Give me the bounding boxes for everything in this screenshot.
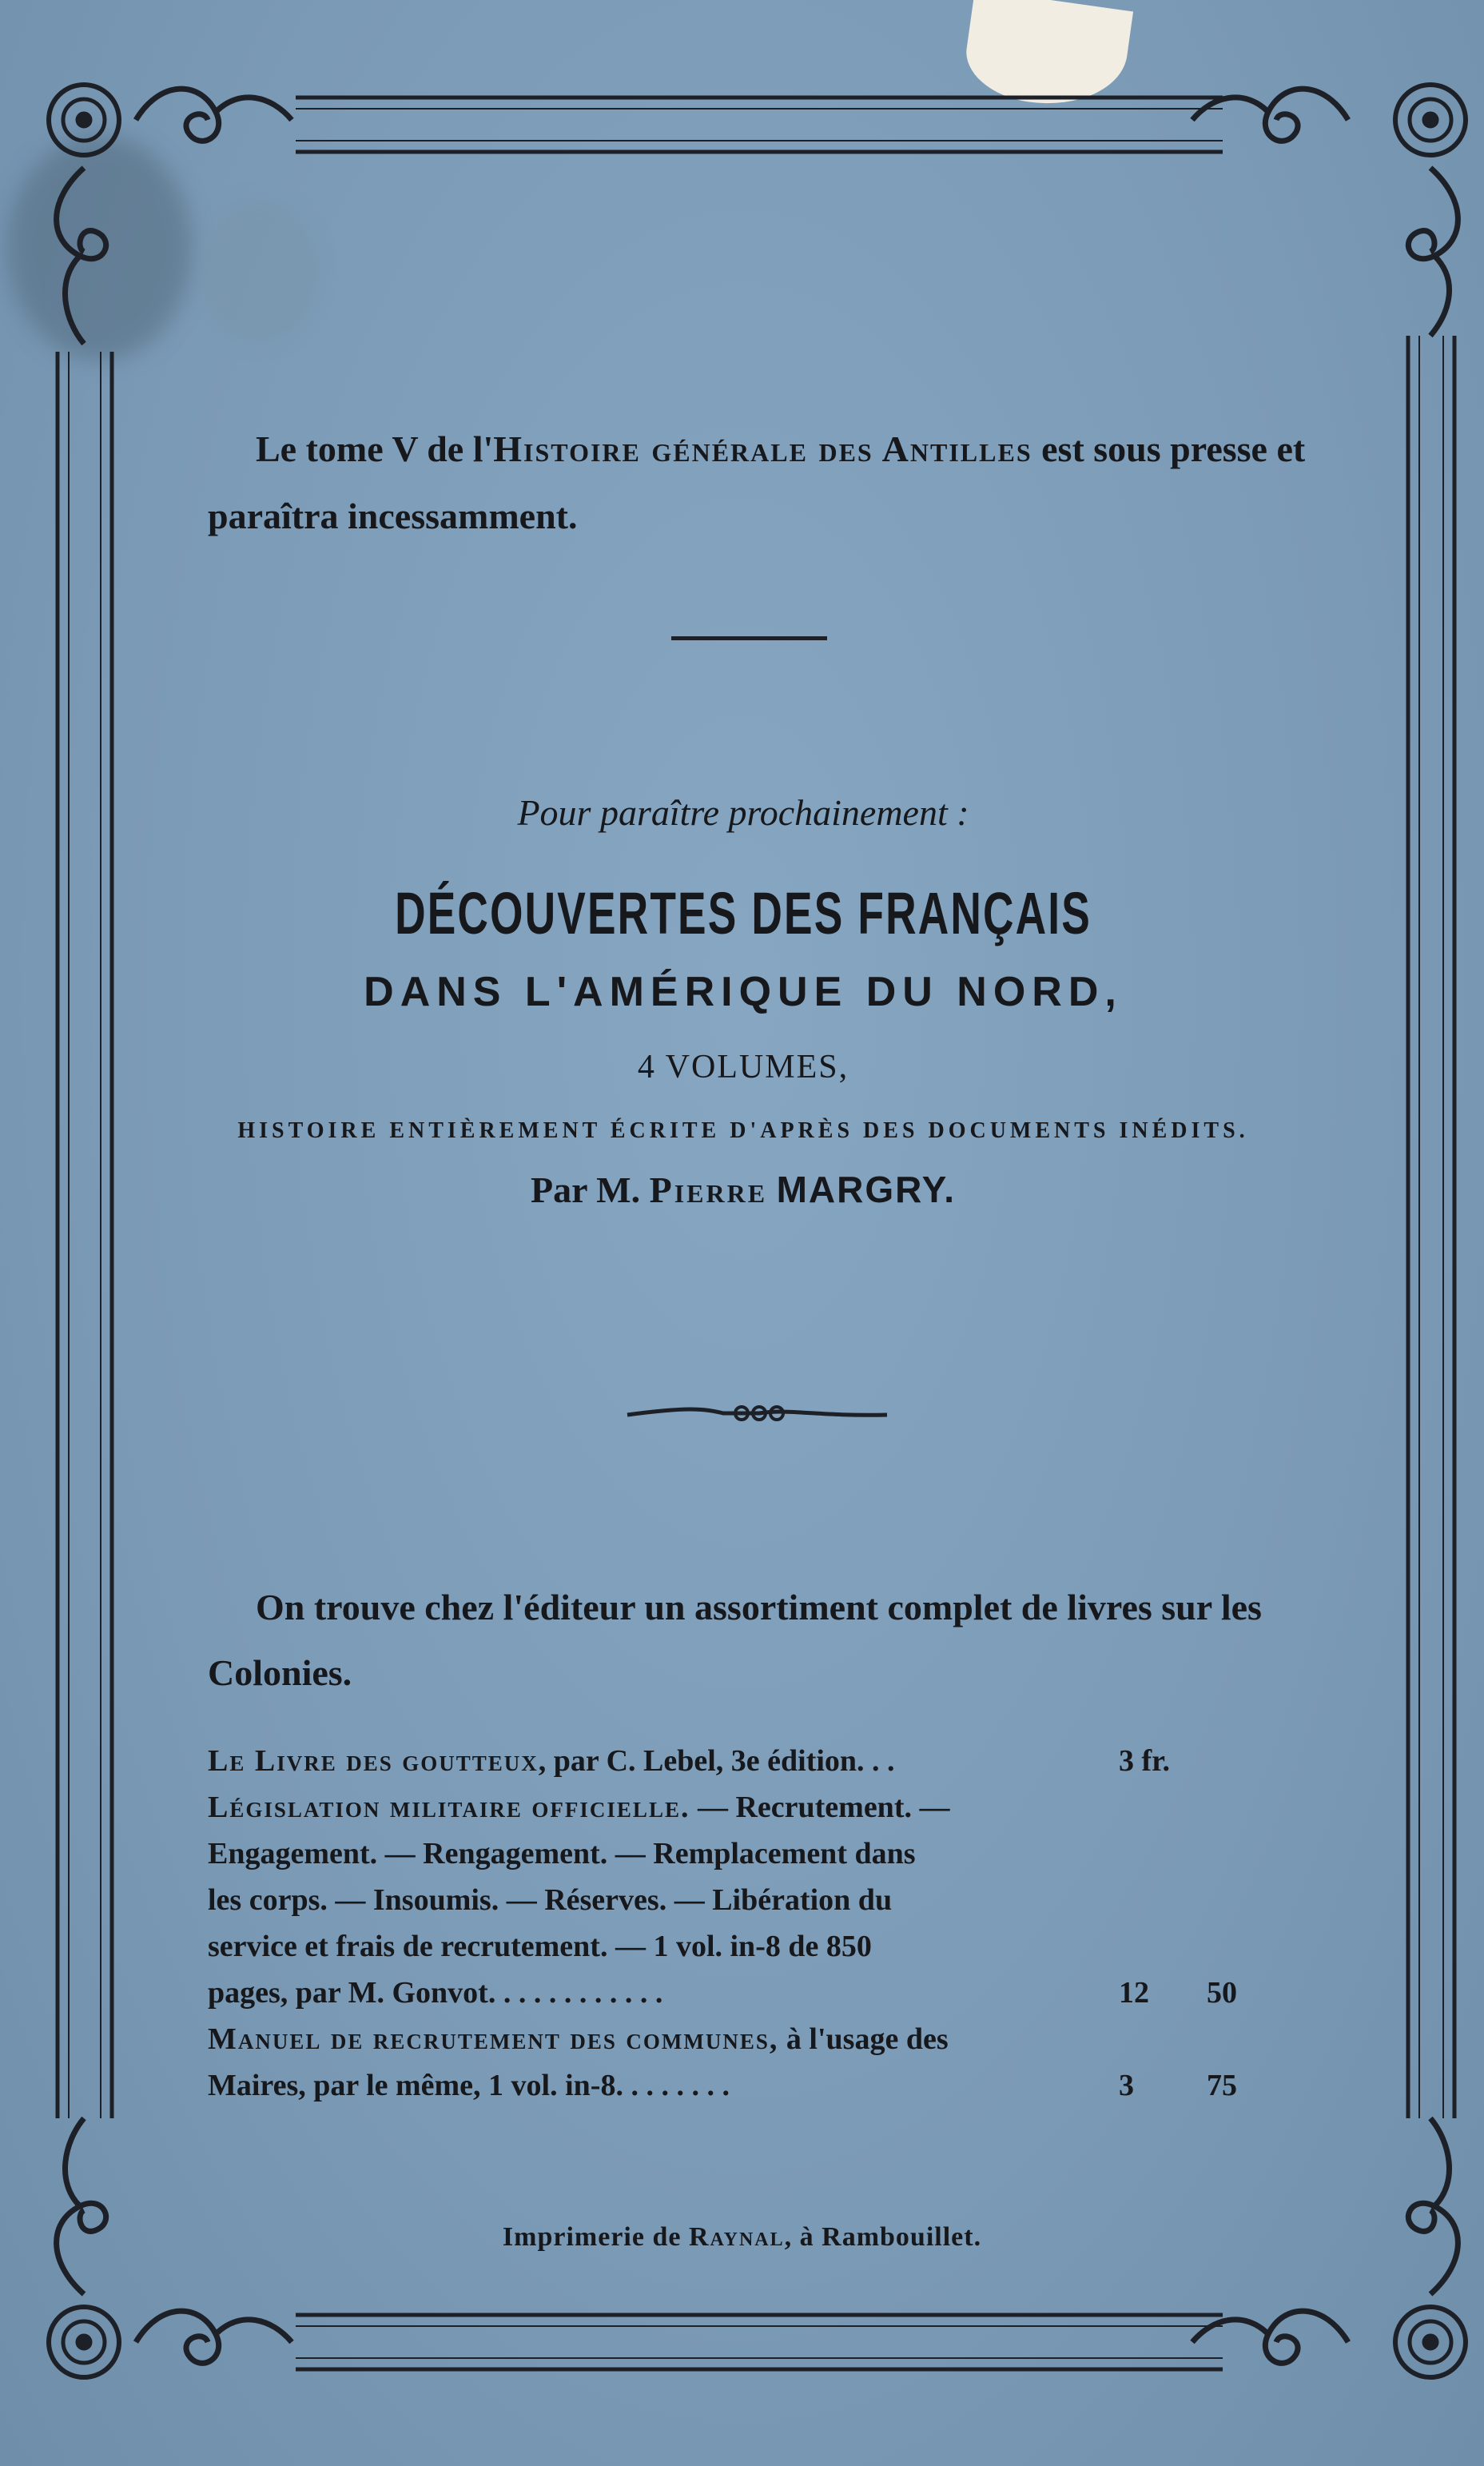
book-subtitle: HISTOIRE ENTIÈREMENT ÉCRITE D'APRÈS DES DOCUMENTS INÉDITS.	[237, 1118, 1249, 1143]
catalogue	[208, 1575, 1327, 2109]
entry-title: Manuel de recrutement des communes,	[208, 2022, 779, 2056]
forthcoming-announcement	[136, 791, 1351, 1211]
notice-text: Le tome V de l'Histoire générale des Antilles est sous presse et paraîtra incessamment.	[208, 428, 1306, 536]
printer-imprint: Imprimerie de Raynal, à Rambouillet.	[502, 2222, 982, 2252]
ornamental-divider	[627, 1407, 887, 1420]
volume-count: 4 VOLUMES,	[637, 1049, 849, 1086]
book-list	[208, 1738, 1327, 2109]
book-title-line-2: DANS L'AMÉRIQUE DU NORD,	[364, 969, 1123, 1015]
list-item: Manuel de recrutement des communes, à l'usage des Maires, par le même, 1 vol. in-8. . . . . . . . 3 75	[208, 2022, 1237, 2102]
catalogue-lead: On trouve chez l'éditeur un assortiment complet de livres sur les Colonies.	[208, 1587, 1262, 1693]
entry-title: Le Livre des goutteux	[208, 1744, 539, 1778]
announcement-intro: Pour paraître prochainement :	[517, 792, 969, 833]
notice-book-title: Histoire générale des Antilles	[493, 428, 1032, 469]
publication-notice	[208, 416, 1327, 550]
printer-name: Raynal	[688, 2222, 785, 2252]
entry-title: Législation militaire officielle.	[208, 1791, 690, 1824]
book-title-line-1: DÉCOUVERTES DES FRANÇAIS	[395, 880, 1092, 946]
list-item: Le Livre des goutteux, par C. Lebel, 3e édition. . . 3 fr.	[208, 1738, 1327, 1784]
entry-price: 3 fr.	[1119, 1744, 1171, 1778]
author-line: Par M. Pierre MARGRY.	[531, 1169, 956, 1210]
short-rule	[671, 636, 827, 640]
list-item: Législation militaire officielle. — Recrutement. — Engagement. — Rengagement. — Remplacement dans les corps. — Insoumis. — Réserves. — Libération du service et frais de recrutement. — 1 vol. in-8 de 850 pages, par M. Gonvot. . . . . . . . . . . . 12 50	[208, 1791, 1237, 2010]
